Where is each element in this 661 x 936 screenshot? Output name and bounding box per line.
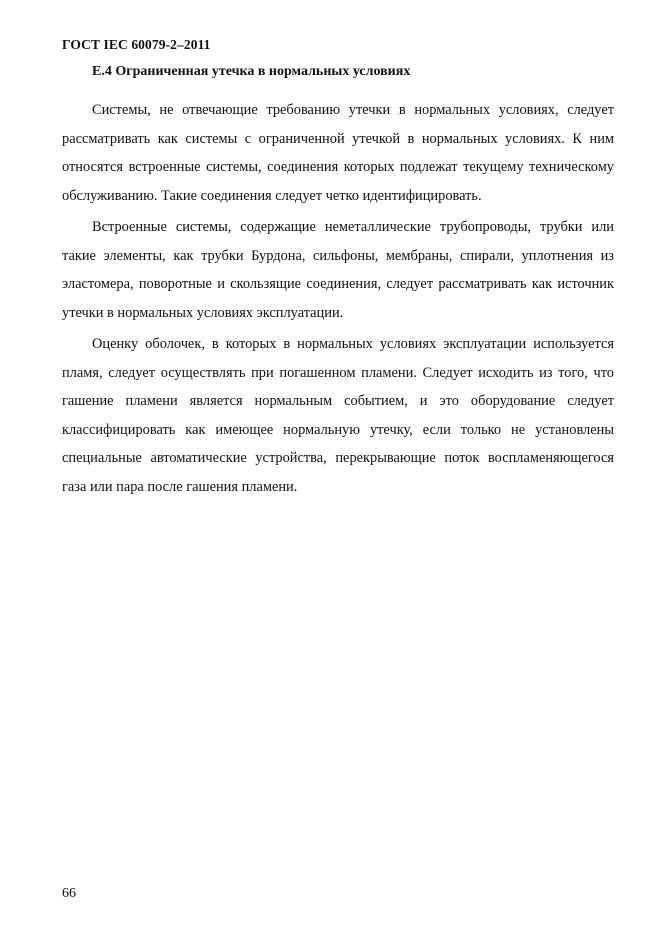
section-title: E.4 Ограниченная утечка в нормальных условиях <box>92 64 411 79</box>
body-text <box>62 96 614 501</box>
paragraph-3: Оценку оболочек, в которых в нормальных условиях эксплуатации используется пламя, следует осуществлять при погашенном пламени. Следует исходить из того, что гашение пламени является нормальным событием, и это оборудование следует классифицировать как имеющее нормальную утечку, если только не установлены специальные автоматические устройства, перекрывающие поток воспламеняющегося газа или пара после гашения пламени. <box>62 336 614 495</box>
page-number: 66 <box>62 886 76 901</box>
paragraph-1: Системы, не отвечающие требованию утечки в нормальных условиях, следует рассматривать как системы с ограниченной утечкой в нормальных условиях. К ним относятся встроенные системы, соединения которых подлежат текущему техническому обслуживанию. Такие соединения следует четко идентифицировать. <box>62 102 614 204</box>
paragraph-2: Встроенные системы, содержащие неметаллические трубопроводы, трубки или такие элементы, как трубки Бурдона, сильфоны, мембраны, спирали, уплотнения из эластомера, поворотные и скользящие соединения, следует рассматривать как источник утечки в нормальных условиях эксплуатации. <box>62 219 614 321</box>
document-header: ГОСТ IEC 60079-2–2011 <box>62 37 211 52</box>
